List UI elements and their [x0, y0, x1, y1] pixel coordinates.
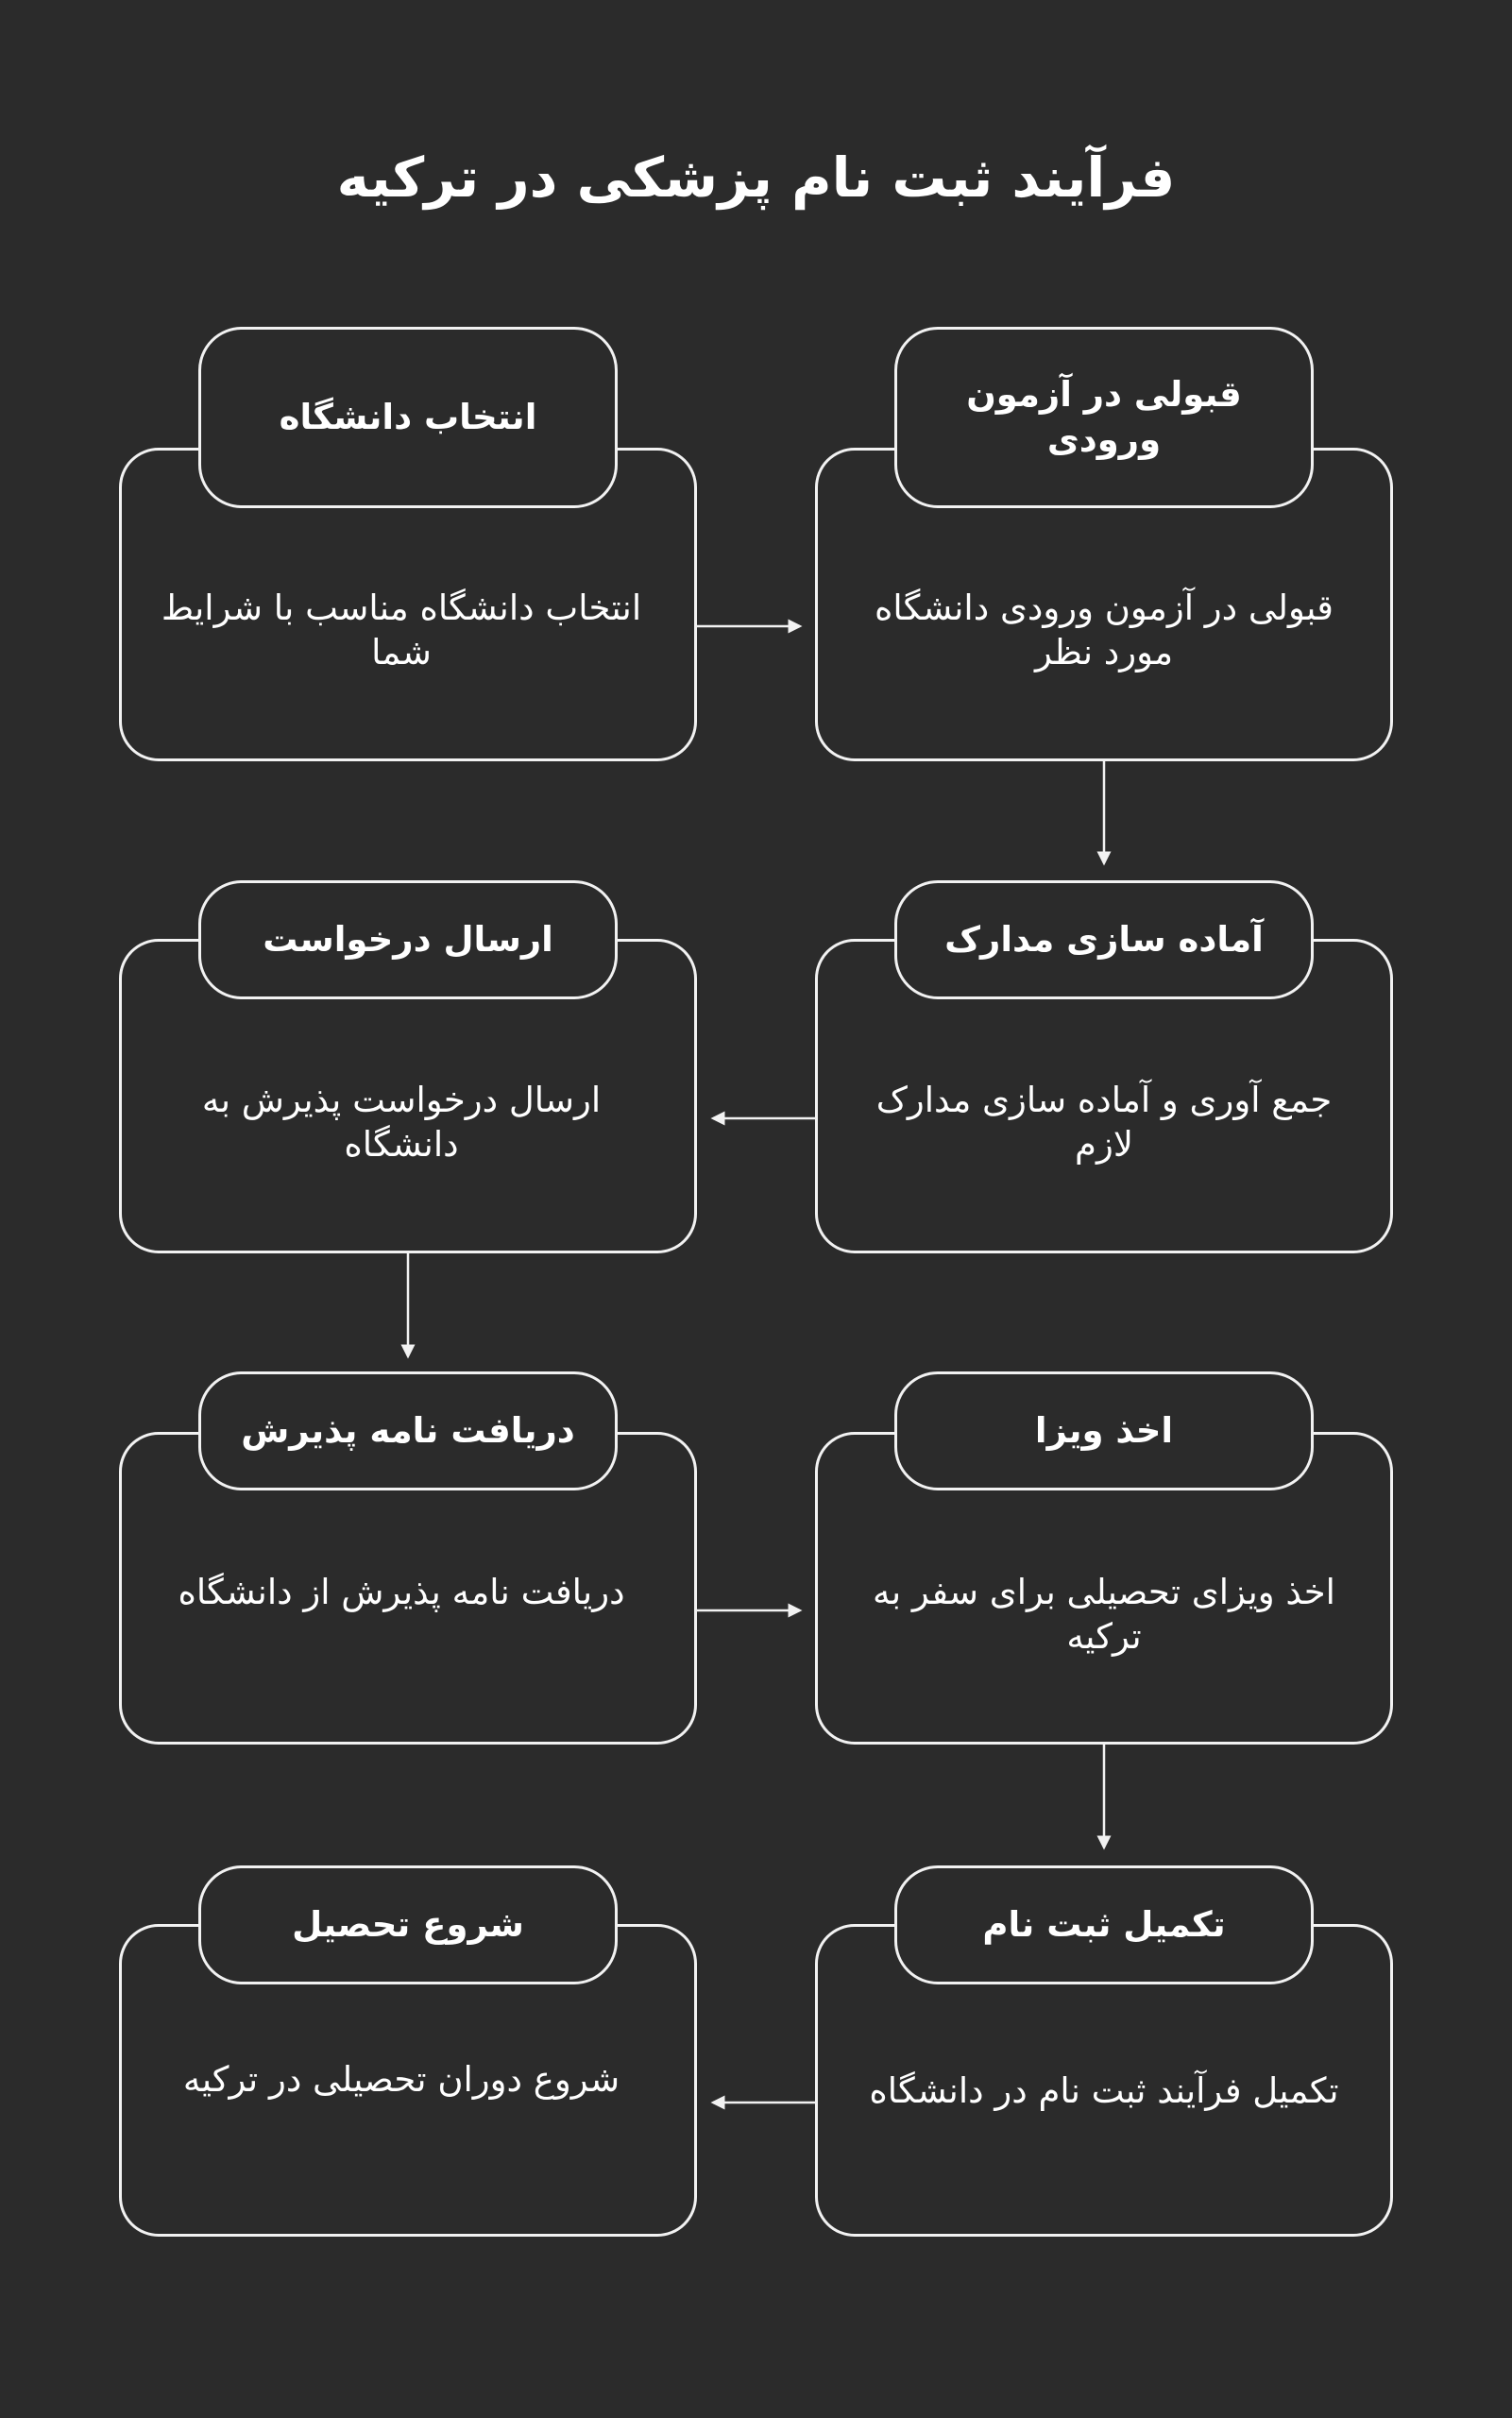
step-description: شروع دوران تحصیلی در ترکیه: [182, 2059, 620, 2100]
step-title: قبولی در آزمون ورودی: [966, 374, 1242, 460]
page-title: فرآیند ثبت نام پزشکی در ترکیه: [336, 145, 1176, 210]
step-description: جمع آوری و آماده سازی مدارک لازم: [875, 1080, 1333, 1165]
step-header-start-studies: [198, 1865, 618, 1984]
step-description: تکمیل فرآیند ثبت نام در دانشگاه: [869, 2070, 1339, 2111]
step-title: دریافت نامه پذیرش: [241, 1410, 575, 1451]
step-description: دریافت نامه پذیرش از دانشگاه: [178, 1572, 625, 1612]
step-title: اخذ ویزا: [1034, 1410, 1174, 1451]
step-title: ارسال درخواست: [263, 919, 553, 960]
step-description: قبولی در آزمون ورودی دانشگاه مورد نظر: [875, 587, 1334, 673]
step-header-entrance-exam: [894, 327, 1314, 508]
step-header-complete-registration: [894, 1865, 1314, 1984]
step-header-submit-application: [198, 880, 618, 999]
step-title: شروع تحصیل: [292, 1904, 524, 1945]
step-header-choose-university: [198, 327, 618, 508]
step-header-prepare-documents: [894, 880, 1314, 999]
step-title: آماده سازی مدارک: [944, 919, 1264, 960]
step-title: تکمیل ثبت نام: [982, 1904, 1226, 1945]
step-description: ارسال درخواست پذیرش به دانشگاه: [201, 1080, 602, 1165]
step-title: انتخاب دانشگاه: [279, 397, 537, 437]
step-header-visa: [894, 1371, 1314, 1490]
step-description: انتخاب دانشگاه مناسب با شرایط شما: [161, 587, 642, 673]
step-header-acceptance-letter: [198, 1371, 618, 1490]
step-description: اخذ ویزای تحصیلی برای سفر به ترکیه: [873, 1572, 1335, 1657]
